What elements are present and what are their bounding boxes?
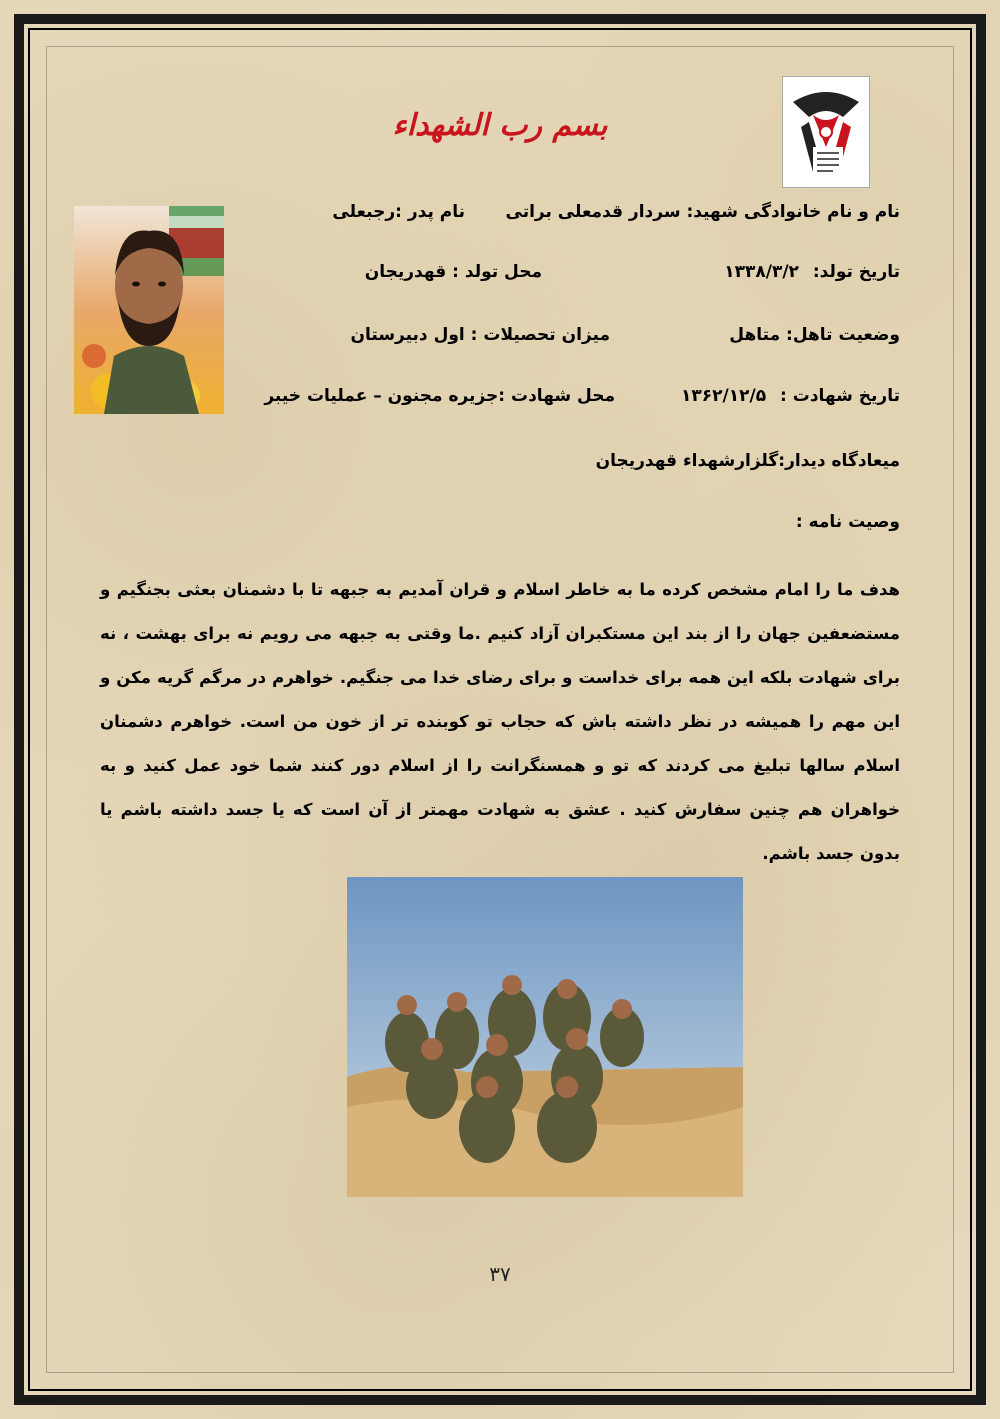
birth-place-label: محل تولد :	[452, 262, 542, 282]
martyrdom-date-label: تاریخ شهادت :	[780, 386, 900, 406]
education-label: میزان تحصیلات :	[470, 325, 610, 345]
education-value: اول دبیرستان	[350, 325, 465, 345]
visit-label: میعادگاه دیدار:	[778, 451, 900, 471]
father-value: رجبعلی	[332, 202, 396, 222]
group-soldiers-photo	[347, 877, 743, 1197]
name-value: سردار قدمعلی براتی	[505, 202, 681, 222]
marital-row	[729, 325, 900, 345]
birth-date-row	[724, 262, 900, 282]
birth-date-label: تاریخ تولد:	[812, 262, 900, 282]
will-heading: وصیت نامه :	[795, 512, 900, 532]
visit-row	[596, 451, 900, 471]
marital-value: متاهل	[729, 325, 781, 345]
page-number: ۳۷	[489, 1262, 511, 1286]
visit-value: گلزارشهداء قهدریجان	[595, 451, 779, 471]
martyrdom-date-value: ۱۳۶۲/۱۲/۵	[681, 386, 767, 406]
martyrdom-place-value: جزیره مجنون – عملیات خیبر	[264, 386, 499, 406]
father-label: نام پدر :	[395, 202, 465, 222]
martyrdom-date-row	[681, 386, 900, 406]
martyrdom-place-row	[264, 386, 615, 406]
father-row	[332, 202, 465, 222]
birth-place-value: قهدریجان	[364, 262, 447, 282]
marital-label: وضعیت تاهل:	[786, 325, 900, 345]
birth-place-row	[365, 262, 542, 282]
will-text: هدف ما را امام مشخص کرده ما به خاطر اسلام و قران آمدیم به جبهه تا با دشمنان بعثی بجنگیم و مستضعفین جهان را از بند این مستکبران آزاد کنیم .ما وقتی به جبهه می رویم نه برای بهشت ، نه برای شهادت بلکه این همه برای خداست و برای رضای خدا می جنگیم. خواهرم در مرگم گریه مکن و این مهم را همیشه در نظر داشته باش که حجاب تو کوبنده تر از خون من است. خواهرم دشمنان اسلام سالها تبلیغ می کردند که تو و همسنگرانت را از اسلام دور کنند شما خود عمل کنید و به خواهران هم چنین سفارش کنید . عشق به شهادت مهمتر از آن است که یا جسد داشته باشم یا بدون جسد باشم.	[100, 580, 900, 863]
page-title: بسم رب الشهداء	[392, 108, 608, 143]
martyrs-foundation-logo	[782, 76, 870, 188]
name-row	[506, 202, 900, 222]
martyr-portrait-photo	[74, 206, 224, 414]
education-row	[350, 325, 610, 345]
birth-date-value: ۱۳۳۸/۳/۲	[724, 262, 799, 282]
martyrdom-place-label: محل شهادت :	[498, 386, 615, 406]
name-label: نام و نام خانوادگی شهید:	[686, 202, 900, 222]
